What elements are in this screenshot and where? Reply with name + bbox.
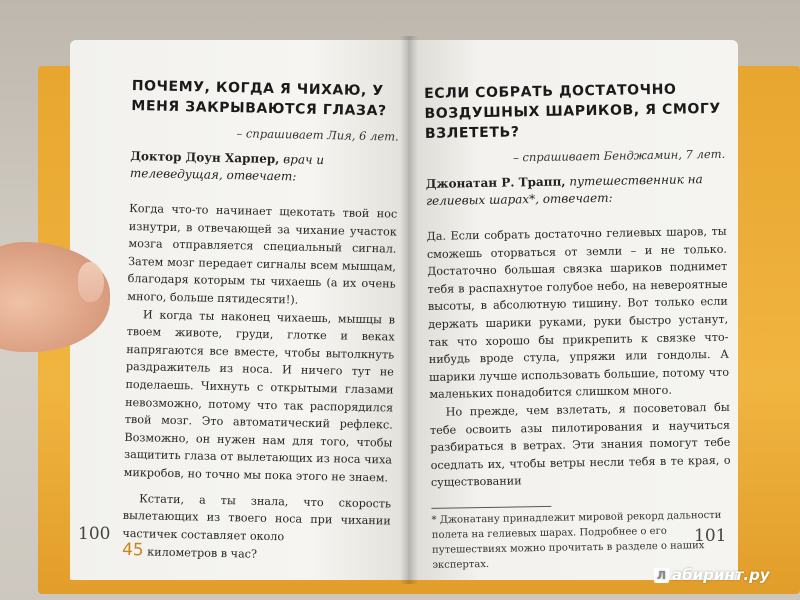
left-asker: – спрашивает Лия, 6 лет. [236, 126, 399, 144]
book-gutter-shadow [400, 36, 418, 584]
left-answerer-role: врач и телеведущая, отвечает: [129, 152, 325, 184]
right-page-number: 101 [694, 526, 727, 546]
right-page [408, 40, 738, 580]
left-body-text [122, 200, 397, 566]
right-page-column [424, 79, 732, 573]
right-paragraph-1: Да. Если собрать достаточно гелиевых шаров, ты сможешь оторваться от земли – и не только. Достаточно большая связка шариков поднимет тебя в распахнутое голубое небо, на невероятные высоты, в абсолютную тишину. Вот только если держать шарики руками, руки быстро устанут, так что хорошо бы прикрепить к связке что-нибудь вроде стула, упряжи или гондолы. А шарики лучше использовать большие, потому что маленьких понадобится слишком много. [426, 224, 730, 402]
thumb [78, 262, 104, 302]
right-answerer-role: путешественник на гелиевых шарах*, отвечает: [425, 172, 703, 208]
speed-unit: километров в час? [147, 545, 258, 562]
left-paragraph-1: Когда что-то начинает щекотать твой нос изнутри, в отвечающей за чихание участок мозга отправляется специальный сигнал. Затем мозг передает сигналы всем мышцам, благодаря которым ты чихаешь (а их очень много, больше пятидесяти!). [127, 201, 398, 307]
watermark [654, 566, 770, 584]
left-question-title: ПОЧЕМУ, КОГДА Я ЧИХАЮ, У МЕНЯ ЗАКРЫВАЮТСЯ ГЛАЗА? [131, 77, 387, 120]
left-page-number: 100 [78, 524, 111, 544]
left-answerer-name: Доктор Доун Харпер, [130, 148, 280, 167]
right-paragraph-2: Но прежде, чем взлетать, я посоветовал бы тебе освоить азы пилотирования и научиться разбираться в ветрах. Эти знания помогут тебе оседлать их, чтобы ветры несли тебя в те края, о существовании [429, 400, 731, 490]
right-question-title: ЕСЛИ СОБРАТЬ ДОСТАТОЧНО ВОЗДУШНЫХ ШАРИКОВ, Я СМОГУ ВЗЛЕТЕТЬ? [424, 81, 721, 142]
right-asker: – спрашивает Бенджамин, 7 лет. [512, 146, 726, 165]
watermark-logo-icon: Л [654, 568, 669, 583]
left-paragraph-2: И когда ты наконец чихаешь, мышцы в твоем животе, груди, глотке и веках напрягаются все вместе, чтобы вытолкнуть раздражитель из носа. И ничего тут не поделаешь. Чихнуть с открытыми глазами невозможно, потому что так распорядился твой мозг. Это автоматический рефлекс. Возможно, он нужен нам для того, чтобы защитить глаза от вылетающих из носа чиха микробов, но точно мы пока этого не знаем. [123, 307, 396, 485]
left-page-column [122, 76, 400, 566]
right-answerer [426, 171, 727, 210]
watermark-text: абиринт.ру [672, 566, 770, 584]
left-paragraph-3-text: Кстати, а ты знала, что скорость вылетающих из твоего носа при чихании частичек составляет около [122, 491, 392, 543]
right-body-text [427, 223, 732, 492]
speed-value: 45 [121, 540, 144, 561]
right-answerer-name: Джонатан Р. Трапп, [425, 174, 566, 191]
left-paragraph-3 [122, 489, 391, 566]
left-page [70, 40, 412, 580]
footnote-text: * Джонатану принадлежит мировой рекорд дальности полета на гелиевых шарах. Подробнее о его путешествиях можно прочитать в разделе о наших экспертах. [431, 509, 722, 571]
left-answerer [130, 148, 399, 188]
